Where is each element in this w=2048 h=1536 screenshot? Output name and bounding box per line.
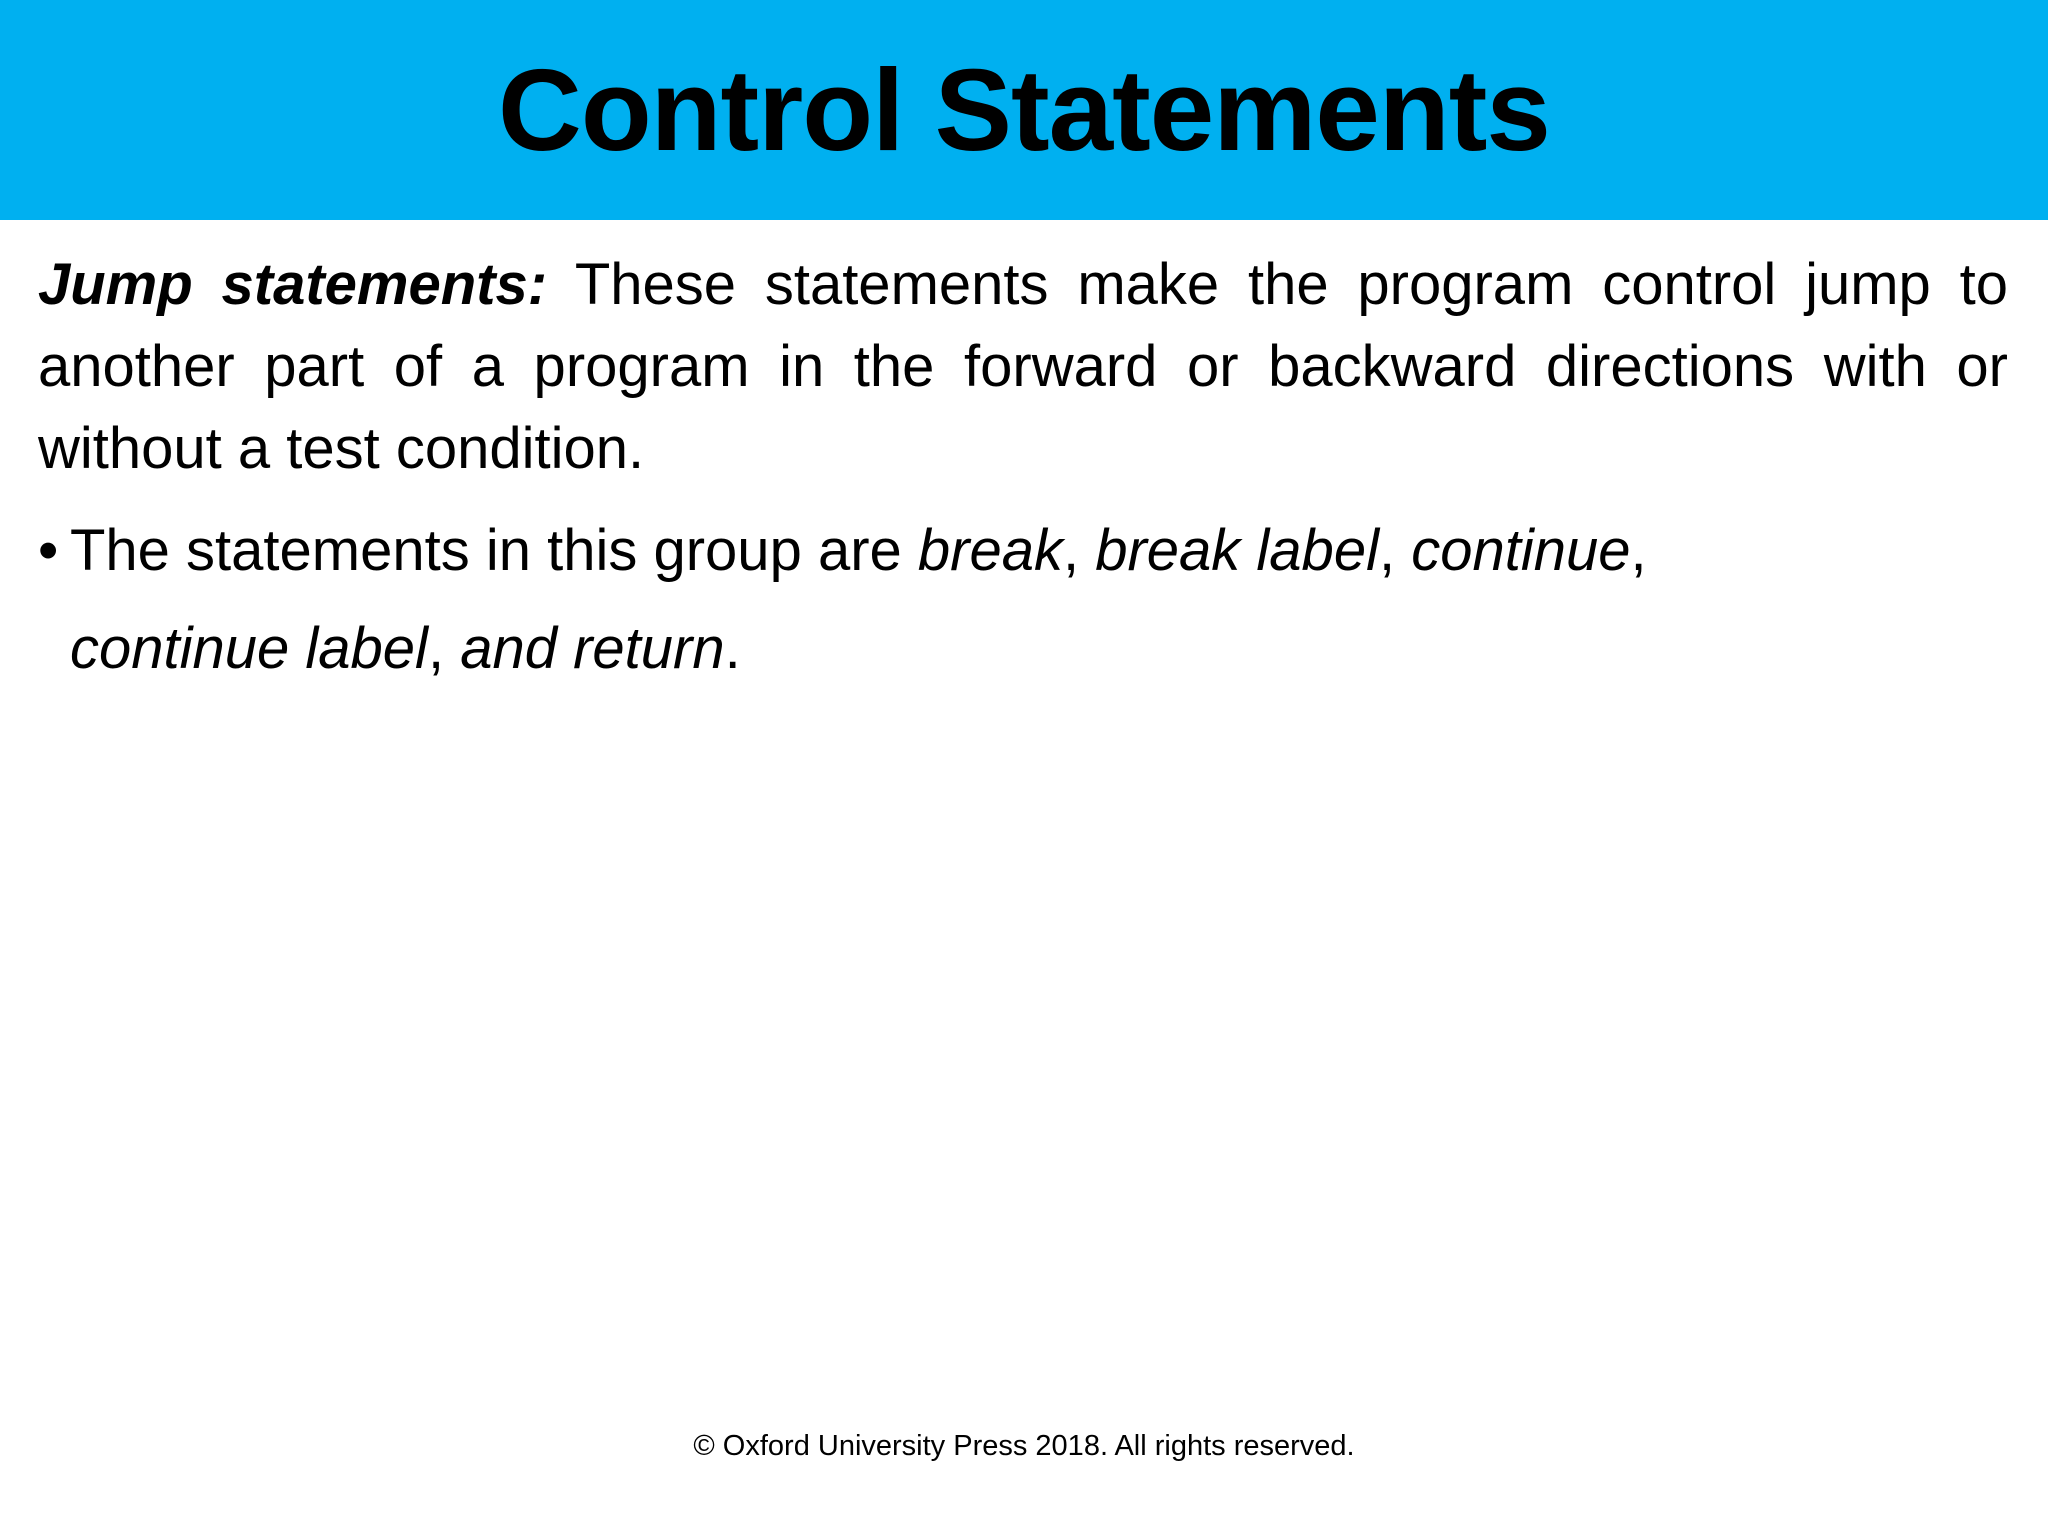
slide-content — [38, 244, 2008, 698]
slide-title: Control Statements — [498, 45, 1550, 175]
keyword-continue: continue — [1411, 518, 1631, 583]
keyword-break-label: break label — [1095, 518, 1379, 583]
keyword-continue-label: continue label — [70, 616, 428, 681]
separator: , — [1378, 518, 1412, 583]
copyright-footer: © Oxford University Press 2018. All rights reserved. — [693, 1430, 1355, 1462]
bullet-dot-icon: • — [38, 518, 59, 583]
jump-statements-term: Jump statements: — [38, 252, 548, 317]
jump-statements-paragraph — [38, 244, 2008, 490]
bullet-intro: The statements in this group are — [70, 518, 918, 583]
keyword-return: and return — [460, 616, 725, 681]
bullet-end: . — [724, 616, 741, 681]
separator: , — [1062, 518, 1096, 583]
keyword-break: break — [917, 518, 1063, 583]
separator: , — [1630, 518, 1647, 583]
jump-statements-description: These statements make the program control jump to another part of a program in the forward or backward directions with or without a test condition. — [38, 252, 2008, 481]
separator: , — [427, 616, 461, 681]
bullet-item-statements — [38, 502, 1830, 698]
title-bar — [0, 0, 2048, 220]
